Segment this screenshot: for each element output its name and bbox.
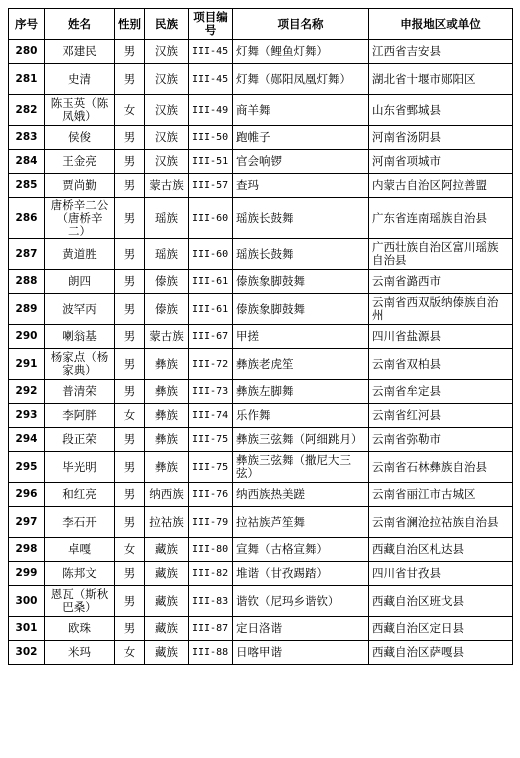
row-region-cell: 内蒙古自治区阿拉善盟: [369, 174, 513, 198]
row-gender-cell: 男: [115, 150, 145, 174]
row-project-name-cell: 彝族左脚舞: [233, 380, 369, 404]
row-name-cell: 贾尚勤: [45, 174, 115, 198]
row-project-code-cell: III-75: [189, 428, 233, 452]
row-gender-cell: 男: [115, 349, 145, 380]
row-gender-cell: 男: [115, 380, 145, 404]
row-ethnicity-cell: 藏族: [145, 562, 189, 586]
row-serial-cell: 292: [9, 380, 45, 404]
row-name-cell: 杨家点（杨家典）: [45, 349, 115, 380]
table-row: [9, 325, 513, 349]
row-region-cell: 广西壮族自治区富川瑶族自治县: [369, 239, 513, 270]
row-ethnicity-cell: 汉族: [145, 95, 189, 126]
row-ethnicity-cell: 汉族: [145, 64, 189, 95]
row-project-name-cell: 乐作舞: [233, 404, 369, 428]
row-project-name-cell: 傣族象脚鼓舞: [233, 270, 369, 294]
header-gender: 性别: [115, 9, 145, 40]
row-project-name-cell: 堆谐（甘孜踢踏）: [233, 562, 369, 586]
row-serial-cell: 293: [9, 404, 45, 428]
row-name-cell: 朗四: [45, 270, 115, 294]
row-region-cell: 河南省项城市: [369, 150, 513, 174]
row-region-cell: 四川省甘孜县: [369, 562, 513, 586]
row-project-name-cell: 灯舞（郧阳凤凰灯舞）: [233, 64, 369, 95]
row-ethnicity-cell: 汉族: [145, 40, 189, 64]
row-project-code-cell: III-45: [189, 40, 233, 64]
row-project-code-cell: III-60: [189, 239, 233, 270]
row-region-cell: 云南省潞西市: [369, 270, 513, 294]
table-header-row: [9, 9, 513, 40]
row-project-name-cell: 查玛: [233, 174, 369, 198]
row-project-name-cell: 甲搓: [233, 325, 369, 349]
row-ethnicity-cell: 藏族: [145, 538, 189, 562]
header-serial: 序号: [9, 9, 45, 40]
row-ethnicity-cell: 拉祜族: [145, 507, 189, 538]
table-row: [9, 380, 513, 404]
table-row: [9, 452, 513, 483]
row-gender-cell: 女: [115, 404, 145, 428]
header-ethnicity: 民族: [145, 9, 189, 40]
row-gender-cell: 女: [115, 538, 145, 562]
row-serial-cell: 301: [9, 617, 45, 641]
row-name-cell: 波罕丙: [45, 294, 115, 325]
row-project-name-cell: 彝族三弦舞（阿细跳月）: [233, 428, 369, 452]
row-name-cell: 李石开: [45, 507, 115, 538]
row-region-cell: 云南省西双版纳傣族自治州: [369, 294, 513, 325]
row-region-cell: 西藏自治区班戈县: [369, 586, 513, 617]
row-region-cell: 四川省盐源县: [369, 325, 513, 349]
row-project-code-cell: III-82: [189, 562, 233, 586]
row-project-code-cell: III-61: [189, 294, 233, 325]
row-project-name-cell: 官会响锣: [233, 150, 369, 174]
table-row: [9, 617, 513, 641]
table-row: [9, 239, 513, 270]
row-region-cell: 西藏自治区札达县: [369, 538, 513, 562]
row-project-name-cell: 瑶族长鼓舞: [233, 239, 369, 270]
row-serial-cell: 298: [9, 538, 45, 562]
table-row: [9, 270, 513, 294]
row-ethnicity-cell: 藏族: [145, 586, 189, 617]
row-gender-cell: 男: [115, 239, 145, 270]
row-region-cell: 山东省鄄城县: [369, 95, 513, 126]
row-project-code-cell: III-80: [189, 538, 233, 562]
row-project-name-cell: 彝族老虎笙: [233, 349, 369, 380]
row-name-cell: 喇翁基: [45, 325, 115, 349]
row-serial-cell: 284: [9, 150, 45, 174]
row-project-code-cell: III-51: [189, 150, 233, 174]
row-serial-cell: 288: [9, 270, 45, 294]
row-ethnicity-cell: 瑶族: [145, 198, 189, 239]
row-name-cell: 史清: [45, 64, 115, 95]
row-name-cell: 卓嘎: [45, 538, 115, 562]
row-ethnicity-cell: 彝族: [145, 404, 189, 428]
row-gender-cell: 男: [115, 325, 145, 349]
row-gender-cell: 女: [115, 641, 145, 665]
row-serial-cell: 294: [9, 428, 45, 452]
row-serial-cell: 283: [9, 126, 45, 150]
table-row: [9, 294, 513, 325]
row-region-cell: 云南省牟定县: [369, 380, 513, 404]
row-ethnicity-cell: 纳西族: [145, 483, 189, 507]
row-ethnicity-cell: 彝族: [145, 428, 189, 452]
row-gender-cell: 男: [115, 428, 145, 452]
row-gender-cell: 男: [115, 126, 145, 150]
row-project-code-cell: III-60: [189, 198, 233, 239]
row-serial-cell: 290: [9, 325, 45, 349]
row-serial-cell: 295: [9, 452, 45, 483]
row-serial-cell: 302: [9, 641, 45, 665]
row-serial-cell: 296: [9, 483, 45, 507]
row-ethnicity-cell: 藏族: [145, 617, 189, 641]
row-region-cell: 云南省弥勒市: [369, 428, 513, 452]
row-project-code-cell: III-83: [189, 586, 233, 617]
row-name-cell: 欧珠: [45, 617, 115, 641]
row-ethnicity-cell: 傣族: [145, 270, 189, 294]
row-serial-cell: 289: [9, 294, 45, 325]
table-row: [9, 95, 513, 126]
row-name-cell: 黄道胜: [45, 239, 115, 270]
row-project-code-cell: III-61: [189, 270, 233, 294]
row-ethnicity-cell: 彝族: [145, 452, 189, 483]
row-name-cell: 陈邦文: [45, 562, 115, 586]
row-project-name-cell: 定日洛谐: [233, 617, 369, 641]
row-name-cell: 王金亮: [45, 150, 115, 174]
row-project-code-cell: III-74: [189, 404, 233, 428]
row-name-cell: 邓建民: [45, 40, 115, 64]
row-region-cell: 云南省石林彝族自治县: [369, 452, 513, 483]
row-project-name-cell: 拉祜族芦笙舞: [233, 507, 369, 538]
row-project-code-cell: III-49: [189, 95, 233, 126]
row-region-cell: 西藏自治区萨嘎县: [369, 641, 513, 665]
row-gender-cell: 男: [115, 483, 145, 507]
row-project-code-cell: III-88: [189, 641, 233, 665]
table-row: [9, 174, 513, 198]
row-region-cell: 江西省吉安县: [369, 40, 513, 64]
row-project-code-cell: III-75: [189, 452, 233, 483]
row-project-code-cell: III-73: [189, 380, 233, 404]
row-project-code-cell: III-50: [189, 126, 233, 150]
row-ethnicity-cell: 蒙古族: [145, 325, 189, 349]
row-name-cell: 李阿胖: [45, 404, 115, 428]
row-ethnicity-cell: 汉族: [145, 126, 189, 150]
row-region-cell: 云南省红河县: [369, 404, 513, 428]
row-name-cell: 米玛: [45, 641, 115, 665]
table-row: [9, 198, 513, 239]
row-project-name-cell: 跑帷子: [233, 126, 369, 150]
row-project-name-cell: 灯舞（鲤鱼灯舞）: [233, 40, 369, 64]
row-gender-cell: 男: [115, 174, 145, 198]
row-name-cell: 段正荣: [45, 428, 115, 452]
row-gender-cell: 男: [115, 586, 145, 617]
row-serial-cell: 282: [9, 95, 45, 126]
row-gender-cell: 女: [115, 95, 145, 126]
row-ethnicity-cell: 汉族: [145, 150, 189, 174]
row-serial-cell: 297: [9, 507, 45, 538]
table-row: [9, 404, 513, 428]
table-row: [9, 40, 513, 64]
row-project-code-cell: III-57: [189, 174, 233, 198]
row-name-cell: 陈玉英（陈凤娥）: [45, 95, 115, 126]
table-row: [9, 538, 513, 562]
row-project-code-cell: III-79: [189, 507, 233, 538]
row-serial-cell: 299: [9, 562, 45, 586]
row-project-code-cell: III-45: [189, 64, 233, 95]
table-row: [9, 507, 513, 538]
row-name-cell: 普清荣: [45, 380, 115, 404]
heritage-inheritors-table: [8, 8, 513, 665]
row-gender-cell: 男: [115, 40, 145, 64]
row-ethnicity-cell: 彝族: [145, 349, 189, 380]
row-ethnicity-cell: 藏族: [145, 641, 189, 665]
row-region-cell: 云南省澜沧拉祜族自治县: [369, 507, 513, 538]
row-serial-cell: 291: [9, 349, 45, 380]
row-project-name-cell: 谐钦（尼玛乡谐钦）: [233, 586, 369, 617]
row-project-name-cell: 傣族象脚鼓舞: [233, 294, 369, 325]
header-region: 申报地区或单位: [369, 9, 513, 40]
row-region-cell: 湖北省十堰市郧阳区: [369, 64, 513, 95]
row-serial-cell: 280: [9, 40, 45, 64]
table-row: [9, 64, 513, 95]
table-row: [9, 562, 513, 586]
row-name-cell: 毕光明: [45, 452, 115, 483]
row-serial-cell: 281: [9, 64, 45, 95]
row-name-cell: 恩瓦（斯秋巴桑）: [45, 586, 115, 617]
row-region-cell: 云南省丽江市古城区: [369, 483, 513, 507]
row-name-cell: 和红亮: [45, 483, 115, 507]
row-ethnicity-cell: 傣族: [145, 294, 189, 325]
header-name: 姓名: [45, 9, 115, 40]
row-gender-cell: 男: [115, 198, 145, 239]
row-project-code-cell: III-67: [189, 325, 233, 349]
row-project-name-cell: 纳西族热美蹉: [233, 483, 369, 507]
row-gender-cell: 男: [115, 270, 145, 294]
header-project-code: 项目编号: [189, 9, 233, 40]
table-row: [9, 428, 513, 452]
row-gender-cell: 男: [115, 64, 145, 95]
row-region-cell: 西藏自治区定日县: [369, 617, 513, 641]
table-row: [9, 483, 513, 507]
row-gender-cell: 男: [115, 452, 145, 483]
row-project-code-cell: III-72: [189, 349, 233, 380]
row-project-name-cell: 日喀甲谐: [233, 641, 369, 665]
row-serial-cell: 287: [9, 239, 45, 270]
table-row: [9, 349, 513, 380]
header-project-name: 项目名称: [233, 9, 369, 40]
row-project-name-cell: 宣舞（古格宣舞）: [233, 538, 369, 562]
row-project-code-cell: III-76: [189, 483, 233, 507]
row-ethnicity-cell: 彝族: [145, 380, 189, 404]
table-row: [9, 586, 513, 617]
row-region-cell: 河南省汤阴县: [369, 126, 513, 150]
row-gender-cell: 男: [115, 294, 145, 325]
row-serial-cell: 286: [9, 198, 45, 239]
row-name-cell: 侯俊: [45, 126, 115, 150]
row-region-cell: 云南省双柏县: [369, 349, 513, 380]
table-row: [9, 641, 513, 665]
row-project-code-cell: III-87: [189, 617, 233, 641]
row-ethnicity-cell: 蒙古族: [145, 174, 189, 198]
row-serial-cell: 285: [9, 174, 45, 198]
row-project-name-cell: 彝族三弦舞（撒尼大三弦）: [233, 452, 369, 483]
table-row: [9, 150, 513, 174]
row-gender-cell: 男: [115, 617, 145, 641]
row-project-name-cell: 商羊舞: [233, 95, 369, 126]
row-ethnicity-cell: 瑶族: [145, 239, 189, 270]
row-name-cell: 唐桥辛二公（唐桥辛二）: [45, 198, 115, 239]
row-gender-cell: 男: [115, 562, 145, 586]
row-project-name-cell: 瑶族长鼓舞: [233, 198, 369, 239]
row-region-cell: 广东省连南瑶族自治县: [369, 198, 513, 239]
table-row: [9, 126, 513, 150]
row-gender-cell: 男: [115, 507, 145, 538]
row-serial-cell: 300: [9, 586, 45, 617]
